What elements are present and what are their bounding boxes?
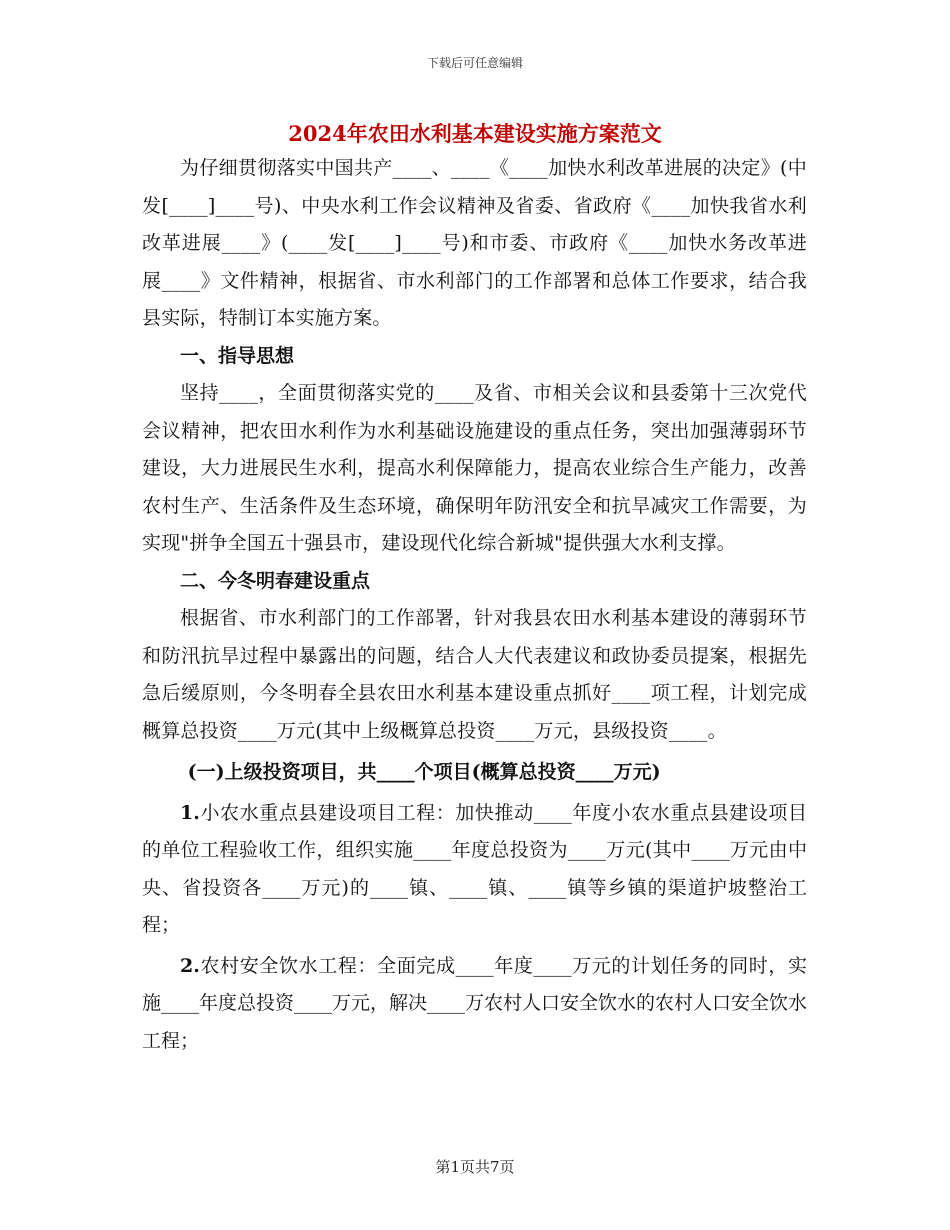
item-text: 农村安全饮水工程：全面完成____年度____万元的计划任务的同时，实施____年度总投资____万元，解决____万农村人口安全饮水的农村人口安全饮水工程；	[142, 954, 808, 1052]
document-body	[142, 150, 807, 1060]
item-text: 小农水重点县建设项目工程：加快推动____年度小农水重点县建设项目的单位工程验收工作，组织实施____年度总投资为____万元(其中____万元由中央、省投资各____万元)的____镇、____镇、____镇等乡镇的渠道护坡整治工程；	[142, 801, 807, 936]
construction-focus-paragraph: 根据省、市水利部门的工作部署，针对我县农田水利基本建设的薄弱环节和防汛抗旱过程中暴露出的问题，结合人大代表建议和政协委员提案，根据先急后缓原则，今冬明春全县农田水利基本建设重点抓好____项工程，计划完成概算总投资____万元(其中上级概算总投资____万元，县级投资____。	[142, 607, 807, 742]
header-note: 下载后可任意编辑	[426, 56, 523, 70]
page-number: 第1页共7页	[435, 1158, 515, 1176]
section-heading-guiding-thought: 一、指导思想	[180, 344, 295, 367]
item-number: 2.	[180, 954, 200, 977]
intro-paragraph: 为仔细贯彻落实中国共产____、____《____加快水利改革进展的决定》(中发[____]____号)、中央水利工作会议精神及省委、省政府《____加快我省水利改革进展____》(____发[____]____号)和市委、市政府《____加快水务改革进展____》文件精神，根据省、市水利部门的工作部署和总体工作要求，结合我县实际，特制订本实施方案。	[142, 157, 807, 329]
subsection-heading-higher-level-projects: (一)上级投资项目，共____个项目(概算总投资____万元)	[187, 761, 661, 783]
section-heading-construction-focus: 二、今冬明春建设重点	[180, 569, 371, 592]
document-title: 2024年农田水利基本建设实施方案范文	[288, 121, 662, 146]
list-item	[142, 795, 807, 945]
list-item	[142, 948, 807, 1061]
guiding-thought-paragraph: 坚持____，全面贯彻落实党的____及省、市相关会议和县委第十三次党代会议精神，把农田水利作为水利基础设施建设的重点任务，突出加强薄弱环节建设，大力进展民生水利，提高水利保障能力，提高农业综合生产能力，改善农村生产、生活条件及生态环境，确保明年防汛安全和抗旱减灾工作需要，为实现"拼争全国五十强县市，建设现代化综合新城"提供强大水利支撑。	[142, 382, 807, 554]
item-number: 1.	[180, 801, 200, 824]
